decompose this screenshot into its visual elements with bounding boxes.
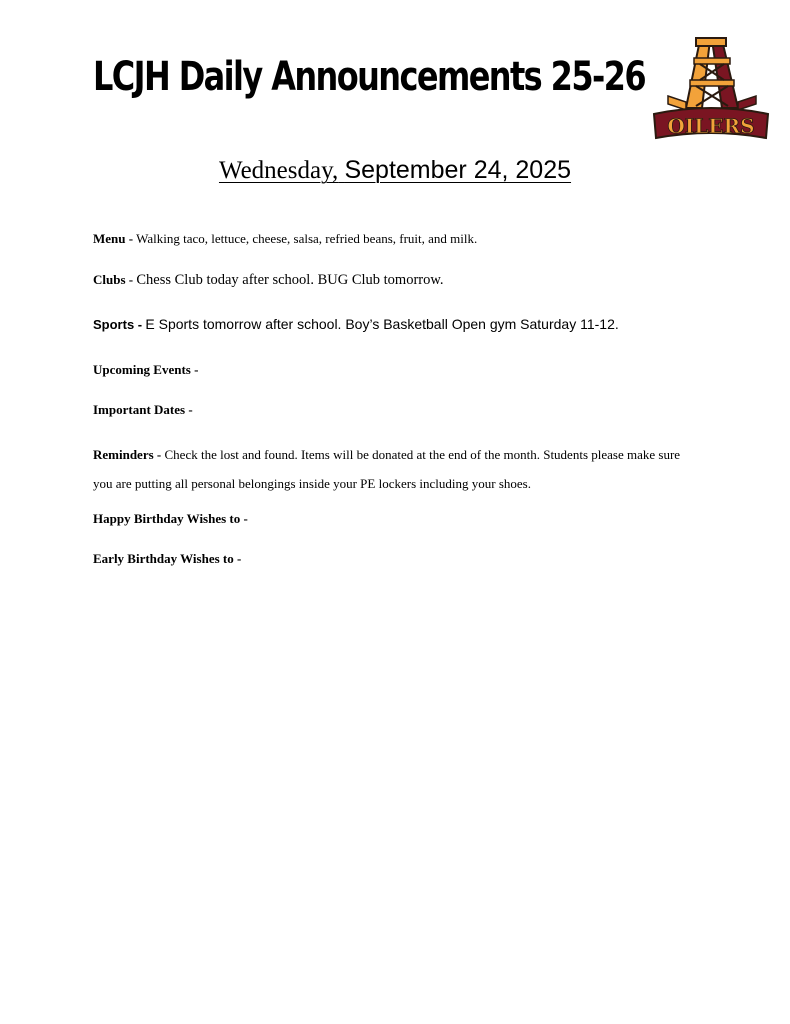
sports-text: E Sports tomorrow after school. Boy’s Basketball Open gym Saturday 11-12. (145, 316, 619, 332)
reminders-line (93, 440, 693, 498)
clubs-line (93, 271, 733, 289)
upcoming-events-line (93, 361, 733, 379)
menu-label: Menu - (93, 231, 134, 246)
important-dates-label: Important Dates - (93, 402, 193, 417)
early-birthday-line (93, 550, 733, 568)
sports-label: Sports - (93, 317, 143, 332)
important-dates-line (93, 401, 733, 419)
oilers-logo (650, 36, 772, 142)
upcoming-events-label: Upcoming Events - (93, 362, 199, 377)
sports-line (93, 315, 733, 334)
happy-birthday-label: Happy Birthday Wishes to - (93, 511, 248, 526)
logo-text: OILERS (667, 114, 755, 138)
date-full: September 24, 2025 (344, 156, 572, 184)
clubs-text: Chess Club today after school. BUG Club tomorrow. (136, 272, 444, 288)
clubs-label: Clubs - (93, 272, 134, 287)
date-weekday: Wednesday, (218, 157, 339, 184)
reminders-label: Reminders - (93, 447, 162, 462)
menu-text: Walking taco, lettuce, cheese, salsa, refried beans, fruit, and milk. (136, 231, 478, 246)
reminders-text: Check the lost and found. Items will be donated at the end of the month. Students please make sure you are putting all personal belongings inside your PE lockers including your shoes. (93, 447, 681, 491)
happy-birthday-line (93, 510, 733, 528)
page-title: LCJH Daily Announcements 25-26 (93, 54, 645, 100)
date-heading (0, 154, 790, 187)
early-birthday-label: Early Birthday Wishes to - (93, 551, 242, 566)
menu-line (93, 230, 733, 248)
